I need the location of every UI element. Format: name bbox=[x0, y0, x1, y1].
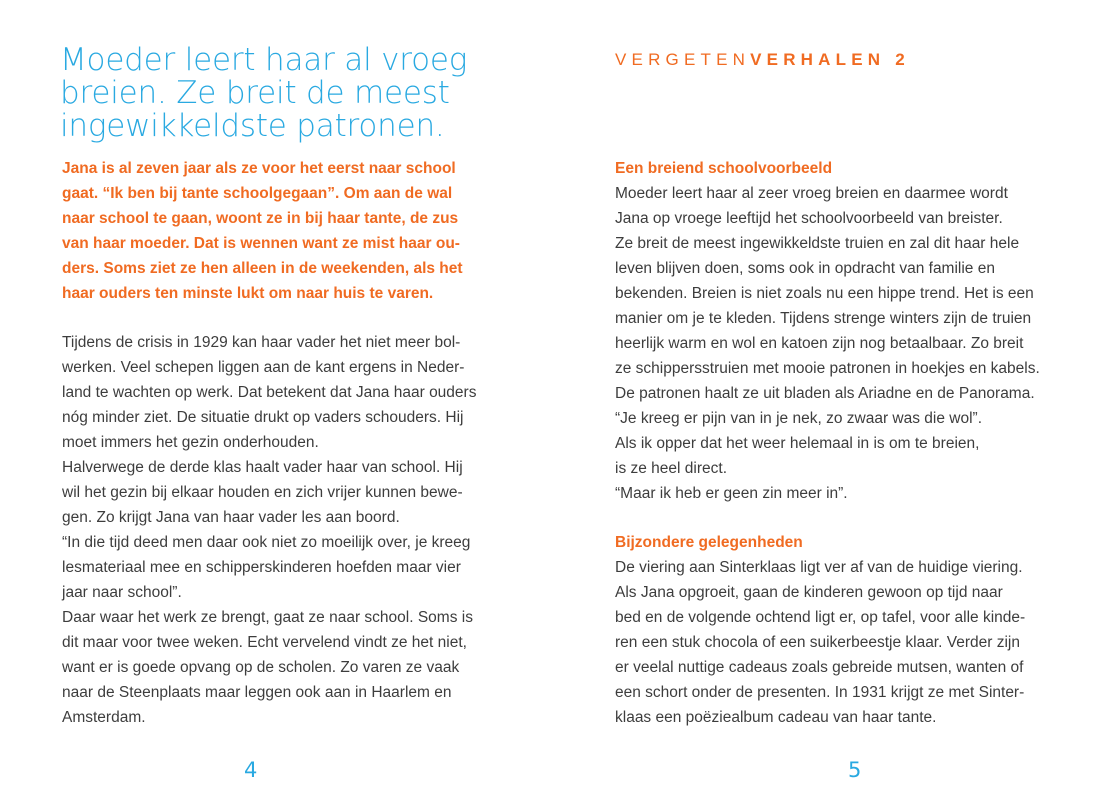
section-line: Als ik opper dat het weer helemaal in is om te breien, bbox=[615, 435, 980, 452]
body-line: nóg minder ziet. De situatie drukt op vaders schouders. Hij bbox=[62, 409, 464, 426]
section-gelegenheden bbox=[615, 530, 1085, 730]
section-line: Moeder leert haar al zeer vroeg breien en daarmee wordt bbox=[615, 185, 1008, 202]
lead-line: ders. Soms ziet ze hen alleen in de weekenden, als het bbox=[62, 260, 463, 277]
section-line: manier om je te kleden. Tijdens strenge winters zijn de truien bbox=[615, 310, 1032, 327]
section-heading: Een breiend schoolvoorbeeld bbox=[615, 160, 833, 177]
body-line: naar de Steenplaats maar leggen ook aan in Haarlem en bbox=[62, 684, 452, 701]
lead-line: gaat. “Ik ben bij tante schoolgegaan”. Om aan de wal bbox=[62, 185, 453, 202]
lead-line: Jana is al zeven jaar als ze voor het eerst naar school bbox=[62, 160, 456, 177]
lead-line: van haar moeder. Dat is wennen want ze mist haar ou- bbox=[62, 235, 460, 252]
body-line: Tijdens de crisis in 1929 kan haar vader het niet meer bol- bbox=[62, 334, 461, 351]
lead-paragraph bbox=[62, 156, 494, 306]
section-line: leven blijven doen, soms ook in opdracht van familie en bbox=[615, 260, 995, 277]
section-line: “Je kreeg er pijn van in je nek, zo zwaar was die wol”. bbox=[615, 410, 982, 427]
section-line: De patronen haalt ze uit bladen als Ariadne en de Panorama. bbox=[615, 385, 1035, 402]
body-text bbox=[62, 330, 502, 730]
body-line: werken. Veel schepen liggen aan de kant ergens in Neder- bbox=[62, 359, 465, 376]
section-line: ren een stuk chocola of een suikerbeestje klaar. Verder zijn bbox=[615, 634, 1020, 651]
lead-line: haar ouders ten minste lukt om naar huis te varen. bbox=[62, 285, 434, 302]
section-line: klaas een poëziealbum cadeau van haar tante. bbox=[615, 709, 937, 726]
body-line: dit maar voor twee weken. Echt vervelend vindt ze het niet, bbox=[62, 634, 467, 651]
body-line: want er is goede opvang op de scholen. Zo varen ze vaak bbox=[62, 659, 460, 676]
body-line: gen. Zo krijgt Jana van haar vader les aan boord. bbox=[62, 509, 400, 526]
lead-line: naar school te gaan, woont ze in bij haar tante, de zus bbox=[62, 210, 459, 227]
section-line: Ze breit de meest ingewikkeldste truien en zal dit haar hele bbox=[615, 235, 1020, 252]
section-line: ze schippersstruien met mooie patronen in hoekjes en kabels. bbox=[615, 360, 1040, 377]
section-line: een schort onder de presenten. In 1931 krijgt ze met Sinter- bbox=[615, 684, 1025, 701]
running-head-bold: VERHALEN bbox=[750, 50, 886, 69]
section-line: heerlijk warm en wol en katoen zijn nog betaalbaar. Zo breit bbox=[615, 335, 1024, 352]
body-line: Halverwege de derde klas haalt vader haar van school. Hij bbox=[62, 459, 463, 476]
running-head-number: 2 bbox=[895, 50, 910, 69]
page-headline: Moeder leert haar al vroeg breien. Ze breit de meest ingewikkeldste patronen. bbox=[60, 42, 468, 144]
body-line: land te wachten op werk. Dat betekent dat Jana haar ouders bbox=[62, 384, 477, 401]
section-line: Als Jana opgroeit, gaan de kinderen gewoon op tijd naar bbox=[615, 584, 1003, 601]
page-number-right: 5 bbox=[848, 758, 862, 782]
section-line: De viering aan Sinterklaas ligt ver af van de huidige viering. bbox=[615, 559, 1023, 576]
running-head bbox=[615, 50, 910, 70]
page-number-left: 4 bbox=[244, 758, 258, 782]
body-line: Amsterdam. bbox=[62, 709, 146, 726]
body-line: lesmateriaal mee en schipperskinderen hoefden maar vier bbox=[62, 559, 461, 576]
body-line: wil het gezin bij elkaar houden en zich vrijer kunnen bewe- bbox=[62, 484, 463, 501]
body-line: Daar waar het werk ze brengt, gaat ze naar school. Soms is bbox=[62, 609, 473, 626]
section-line: er veelal nuttige cadeaus zoals gebreide mutsen, wanten of bbox=[615, 659, 1024, 676]
right-page bbox=[555, 0, 1110, 807]
section-line: is ze heel direct. bbox=[615, 460, 727, 477]
section-line: Jana op vroege leeftijd het schoolvoorbeeld van breister. bbox=[615, 210, 1003, 227]
section-line: bekenden. Breien is niet zoals nu een hippe trend. Het is een bbox=[615, 285, 1034, 302]
section-line: “Maar ik heb er geen zin meer in”. bbox=[615, 485, 848, 502]
body-line: moet immers het gezin onderhouden. bbox=[62, 434, 319, 451]
running-head-light: VERGETEN bbox=[615, 50, 751, 69]
body-line: “In die tijd deed men daar ook niet zo moeilijk over, je kreeg bbox=[62, 534, 471, 551]
section-line: bed en de volgende ochtend ligt er, op tafel, voor alle kinde- bbox=[615, 609, 1026, 626]
section-schoolvoorbeeld bbox=[615, 156, 1085, 506]
section-heading: Bijzondere gelegenheden bbox=[615, 534, 803, 551]
body-line: jaar naar school”. bbox=[62, 584, 182, 601]
